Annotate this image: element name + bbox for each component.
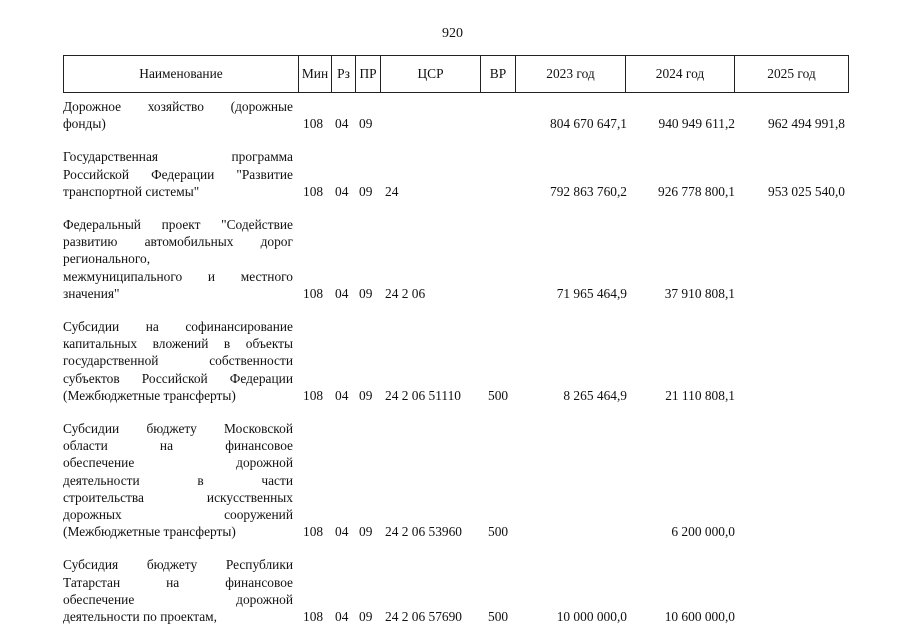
row-name-line: Российской Федерации "Развитие bbox=[63, 166, 293, 182]
cell-csr: 24 bbox=[385, 184, 399, 200]
row-name-line: Субсидии на софинансирование bbox=[63, 319, 293, 335]
row-name-line: государственной собственности bbox=[63, 353, 293, 369]
cell-min: 108 bbox=[303, 116, 324, 132]
cell-2024: 10 600 000,0 bbox=[664, 609, 735, 625]
row-name-line: субъектов Российской Федерации bbox=[63, 370, 293, 386]
row-name-line: развитию автомобильных дорог bbox=[63, 234, 293, 250]
table-body bbox=[63, 98, 848, 641]
cell-2024: 37 910 808,1 bbox=[664, 286, 735, 302]
header-name: Наименование bbox=[64, 56, 299, 93]
header-2023: 2023 год bbox=[516, 56, 626, 93]
row-name-line: деятельности по проектам, bbox=[63, 609, 217, 625]
cell-2023: 71 965 464,9 bbox=[556, 286, 627, 302]
cell-pr: 09 bbox=[359, 286, 373, 302]
page-number: 920 bbox=[442, 26, 463, 41]
header-pr: ПР bbox=[356, 56, 381, 93]
cell-2023: 8 265 464,9 bbox=[563, 388, 627, 404]
header-rz: Рз bbox=[332, 56, 356, 93]
cell-csr: 24 2 06 57690 bbox=[385, 609, 462, 625]
table-row bbox=[63, 148, 848, 200]
cell-pr: 09 bbox=[359, 116, 373, 132]
row-name-line: строительства искусственных bbox=[63, 489, 293, 505]
row-name-line: обеспечение дорожной bbox=[63, 591, 293, 607]
row-name-line: межмуниципального и местного bbox=[63, 268, 293, 284]
cell-rz: 04 bbox=[335, 524, 349, 540]
cell-vr: 500 bbox=[488, 609, 509, 625]
table-header bbox=[63, 55, 849, 93]
table-row bbox=[63, 216, 848, 302]
cell-pr: 09 bbox=[359, 388, 373, 404]
cell-rz: 04 bbox=[335, 388, 349, 404]
cell-min: 108 bbox=[303, 524, 324, 540]
table-row bbox=[63, 420, 848, 540]
row-name-line: Татарстан на финансовое bbox=[63, 574, 293, 590]
cell-2023: 792 863 760,2 bbox=[550, 184, 627, 200]
row-name-line: регионального, bbox=[63, 251, 151, 267]
cell-csr: 24 2 06 53960 bbox=[385, 524, 462, 540]
cell-csr: 24 2 06 bbox=[385, 286, 426, 302]
cell-2025: 962 494 991,8 bbox=[768, 116, 845, 132]
row-name-line: Государственная программа bbox=[63, 149, 293, 165]
cell-2024: 6 200 000,0 bbox=[671, 524, 735, 540]
cell-2024: 21 110 808,1 bbox=[665, 388, 735, 404]
header-2025: 2025 год bbox=[735, 56, 849, 93]
row-name-line: транспортной системы" bbox=[63, 183, 200, 199]
cell-2024: 940 949 611,2 bbox=[658, 116, 735, 132]
cell-min: 108 bbox=[303, 184, 324, 200]
row-name-line: (Межбюджетные трансферты) bbox=[63, 524, 236, 540]
cell-rz: 04 bbox=[335, 286, 349, 302]
cell-pr: 09 bbox=[359, 184, 373, 200]
row-name-line: Субсидии бюджету Московской bbox=[63, 421, 293, 437]
header-csr: ЦСР bbox=[381, 56, 481, 93]
cell-rz: 04 bbox=[335, 116, 349, 132]
cell-vr: 500 bbox=[488, 524, 509, 540]
cell-pr: 09 bbox=[359, 524, 373, 540]
cell-2024: 926 778 800,1 bbox=[658, 184, 735, 200]
cell-min: 108 bbox=[303, 286, 324, 302]
table-row bbox=[63, 556, 848, 625]
row-name-line: Дорожное хозяйство (дорожные bbox=[63, 99, 293, 114]
cell-rz: 04 bbox=[335, 184, 349, 200]
header-2024: 2024 год bbox=[626, 56, 735, 93]
cell-csr: 24 2 06 51110 bbox=[385, 388, 462, 404]
table-row bbox=[63, 318, 848, 404]
table-row bbox=[63, 98, 848, 132]
row-name-line: обеспечение дорожной bbox=[63, 455, 293, 471]
cell-2023: 10 000 000,0 bbox=[556, 609, 627, 625]
row-name-line: Федеральный проект "Содействие bbox=[63, 217, 293, 233]
header-min: Мин bbox=[299, 56, 332, 93]
row-name-line: деятельности в части bbox=[63, 472, 293, 488]
header-vr: ВР bbox=[481, 56, 516, 93]
row-name-line: области на финансовое bbox=[63, 438, 293, 454]
row-name bbox=[63, 420, 293, 540]
cell-2025: 953 025 540,0 bbox=[768, 184, 845, 200]
cell-vr: 500 bbox=[488, 388, 509, 404]
row-name-line: капитальных вложений в объекты bbox=[63, 336, 293, 352]
cell-min: 108 bbox=[303, 609, 324, 625]
row-name-line: дорожных сооружений bbox=[63, 507, 293, 523]
cell-pr: 09 bbox=[359, 609, 373, 625]
cell-2023: 804 670 647,1 bbox=[550, 116, 627, 132]
row-name-line: значения" bbox=[63, 285, 120, 301]
row-name-line: фонды) bbox=[63, 116, 106, 132]
row-name-line: (Межбюджетные трансферты) bbox=[63, 387, 236, 403]
row-name-line: Субсидия бюджету Республики bbox=[63, 557, 293, 573]
cell-min: 108 bbox=[303, 388, 324, 404]
cell-rz: 04 bbox=[335, 609, 349, 625]
